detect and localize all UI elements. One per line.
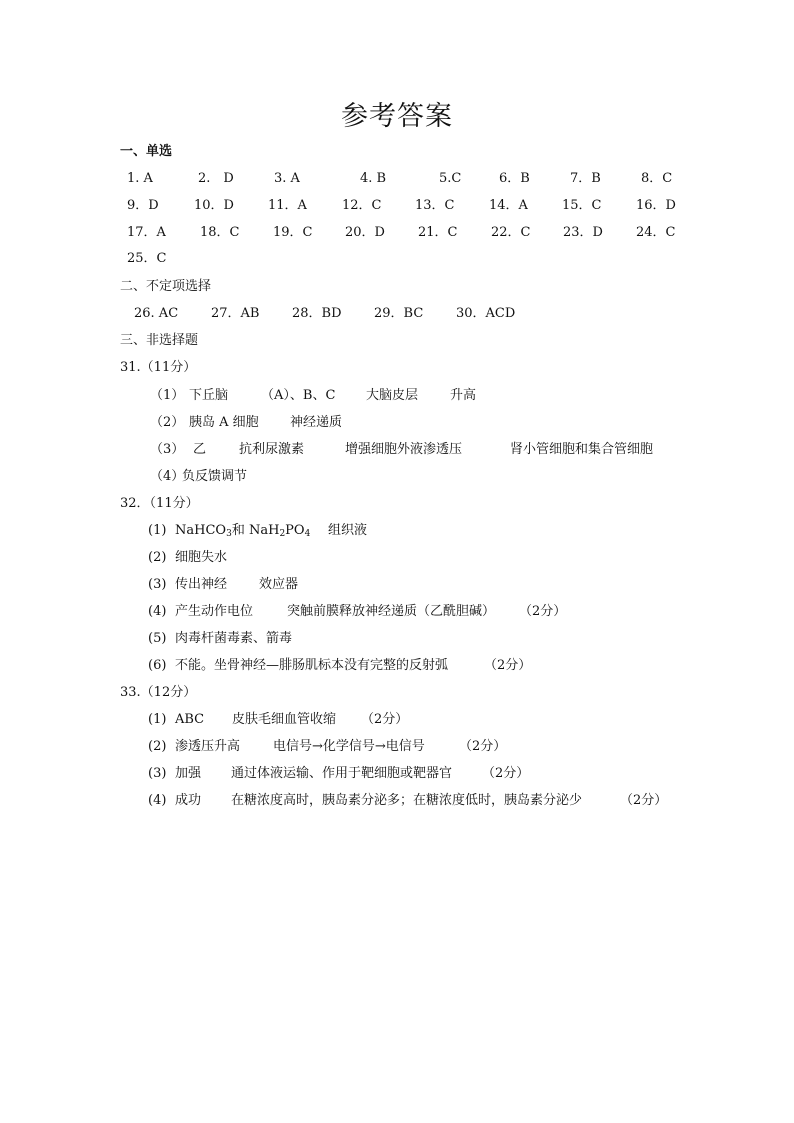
answer-item: 11．A	[268, 198, 307, 213]
answer-item: 21．C	[418, 225, 458, 240]
answer-item: 9．D	[127, 198, 159, 213]
answer-part: 电信号→化学信号→电信号	[273, 739, 425, 754]
answer-item: 5.C	[439, 171, 462, 186]
answer-item: 2. D	[198, 171, 234, 186]
answer-part: 细胞失水	[175, 550, 228, 565]
answer-item: 7．B	[570, 171, 601, 186]
answer-part: 负反馈调节	[182, 469, 248, 484]
answer-part: 神经递质	[290, 415, 343, 430]
answer-item: 18．C	[200, 225, 240, 240]
answer-part: 渗透压升高	[175, 739, 241, 754]
answer-part: 肉毒杆菌毒素、箭毒	[175, 631, 293, 646]
answer-item: 22．C	[491, 225, 531, 240]
answer-item: 4. B	[360, 171, 387, 186]
answer-item: 27．AB	[211, 306, 260, 321]
answer-part: 皮肤毛细血管收缩	[232, 712, 337, 727]
answer-part: 下丘脑	[189, 388, 229, 403]
answer-item: 6．B	[499, 171, 530, 186]
sub-question-number: (5)	[148, 631, 167, 646]
answer-item: 13．C	[415, 198, 455, 213]
sub-question-number: （4）	[150, 469, 185, 484]
answer-part: 组织液	[328, 523, 368, 538]
question-32-header: 32．（11分）	[120, 496, 199, 511]
page-title: 参考答案	[341, 101, 453, 132]
sub-question-number: (4)	[148, 604, 167, 619]
answer-item: 26. AC	[134, 306, 179, 321]
answer-item: 24．C	[636, 225, 676, 240]
answer-item: 30．ACD	[456, 306, 516, 321]
score-note: （2分）	[519, 604, 567, 619]
answer-item: 10．D	[194, 198, 234, 213]
answer-item: 17．A	[127, 225, 166, 240]
answer-part: 胰岛 A 细胞	[189, 415, 259, 430]
sub-question-number: (2)	[148, 739, 167, 754]
answer-item: 28．BD	[292, 306, 342, 321]
sub-question-number: (3)	[148, 577, 167, 592]
sub-question-number: (4)	[148, 793, 167, 808]
sub-question-number: （1）	[150, 388, 185, 403]
answer-item: 12．C	[342, 198, 382, 213]
sub-question-number: (3)	[148, 766, 167, 781]
score-note: （2分）	[482, 766, 530, 781]
sub-question-number: （3）	[150, 442, 185, 457]
answer-part: 增强细胞外液渗透压	[345, 442, 463, 457]
answer-item: 16．D	[636, 198, 676, 213]
answer-part: 突触前膜释放神经递质（乙酰胆碱）	[287, 604, 496, 619]
answer-part: 成功	[175, 793, 202, 808]
answer-part: 效应器	[259, 577, 299, 592]
score-note: （2分）	[484, 658, 532, 673]
answer-part: 抗利尿激素	[239, 442, 305, 457]
answer-part: 大脑皮层	[366, 388, 419, 403]
question-31-header: 31.（11分）	[120, 360, 197, 375]
section-heading-open-questions: 三、非选择题	[120, 333, 199, 348]
answer-item: 23．D	[563, 225, 603, 240]
answer-part: 乙	[193, 442, 207, 457]
answer-item: 19．C	[273, 225, 313, 240]
section-heading-multi-choice: 二、不定项选择	[120, 279, 212, 294]
answer-item: 8．C	[641, 171, 673, 186]
question-33-header: 33.（12分）	[120, 685, 197, 700]
answer-part: 在糖浓度高时，胰岛素分泌多；在糖浓度低时，胰岛素分泌少	[231, 793, 583, 808]
answer-item: 25．C	[127, 251, 167, 266]
answer-item: 1. A	[127, 171, 153, 186]
answer-part: （A）、B、C	[261, 388, 336, 403]
answer-item: 14．A	[489, 198, 528, 213]
answer-item: 29．BC	[374, 306, 424, 321]
answer-part: ABC	[175, 712, 205, 727]
answer-part: 产生动作电位	[175, 604, 254, 619]
answer-part: 不能。坐骨神经—腓肠肌标本没有完整的反射弧	[175, 658, 449, 673]
score-note: （2分）	[459, 739, 507, 754]
sub-question-number: （2）	[150, 415, 185, 430]
answer-part: 通过体液运输、作用于靶细胞或靶器官	[231, 766, 453, 781]
answer-item: 20．D	[345, 225, 385, 240]
chemical-formulas: NaHCO$_3$和 $NaH_2PO_4$	[175, 523, 311, 539]
answer-part: 肾小管细胞和集合管细胞	[510, 442, 654, 457]
sub-question-number: (1)	[148, 523, 167, 538]
score-note: （2分）	[361, 712, 409, 727]
answer-part: 升高	[450, 388, 477, 403]
sub-question-number: (2)	[148, 550, 167, 565]
sub-question-number: (1)	[148, 712, 167, 727]
section-heading-single-choice: 一、单选	[120, 144, 173, 159]
score-note: （2分）	[620, 793, 668, 808]
answer-part: 加强	[175, 766, 202, 781]
sub-question-number: (6)	[148, 658, 167, 673]
answer-part: 传出神经	[175, 577, 228, 592]
answer-item: 15．C	[562, 198, 602, 213]
answer-item: 3. A	[274, 171, 300, 186]
